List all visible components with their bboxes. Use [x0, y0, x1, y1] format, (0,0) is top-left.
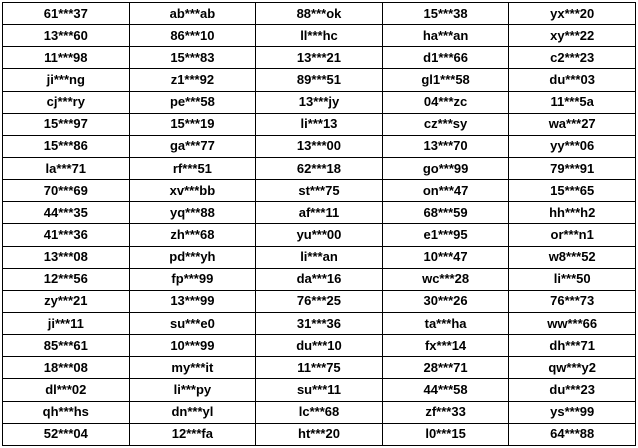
table-cell: 52***04 — [3, 423, 130, 445]
table-row — [3, 401, 636, 423]
table-row — [3, 180, 636, 202]
table-cell: 13***jy — [256, 91, 383, 113]
table-cell: z1***92 — [129, 69, 256, 91]
table-cell: af***11 — [256, 202, 383, 224]
table-cell: dh***71 — [509, 335, 636, 357]
table-cell: e1***95 — [382, 224, 509, 246]
table-cell: 10***47 — [382, 246, 509, 268]
table-cell: da***16 — [256, 268, 383, 290]
table-row — [3, 157, 636, 179]
table-cell: su***e0 — [129, 312, 256, 334]
table-row — [3, 246, 636, 268]
table-cell: du***10 — [256, 335, 383, 357]
table-cell: la***71 — [3, 157, 130, 179]
table-cell: st***75 — [256, 180, 383, 202]
table-cell: 15***86 — [3, 135, 130, 157]
table-cell: or***n1 — [509, 224, 636, 246]
table-cell: 85***61 — [3, 335, 130, 357]
table-cell: xv***bb — [129, 180, 256, 202]
table-cell: 13***21 — [256, 47, 383, 69]
table-cell: du***03 — [509, 69, 636, 91]
table-row — [3, 357, 636, 379]
table-cell: 61***37 — [3, 3, 130, 25]
table-cell: 04***zc — [382, 91, 509, 113]
table-cell: cz***sy — [382, 113, 509, 135]
table-cell: 13***60 — [3, 25, 130, 47]
table-cell: 30***26 — [382, 290, 509, 312]
table-cell: xy***22 — [509, 25, 636, 47]
table-row — [3, 91, 636, 113]
table-cell: 15***97 — [3, 113, 130, 135]
table-row — [3, 379, 636, 401]
table-cell: 64***88 — [509, 423, 636, 445]
table-cell: wc***28 — [382, 268, 509, 290]
table-cell: 89***51 — [256, 69, 383, 91]
table-cell: ga***77 — [129, 135, 256, 157]
table-cell: rf***51 — [129, 157, 256, 179]
table-row — [3, 268, 636, 290]
table-cell: gl1***58 — [382, 69, 509, 91]
table-cell: 88***ok — [256, 3, 383, 25]
table-row — [3, 25, 636, 47]
table-cell: ji***ng — [3, 69, 130, 91]
table-cell: 12***fa — [129, 423, 256, 445]
table-cell: 28***71 — [382, 357, 509, 379]
table-cell: yq***88 — [129, 202, 256, 224]
table-cell: 76***25 — [256, 290, 383, 312]
table-cell: su***11 — [256, 379, 383, 401]
table-cell: lc***68 — [256, 401, 383, 423]
id-table-container — [2, 2, 636, 446]
table-cell: 15***38 — [382, 3, 509, 25]
table-cell: qh***hs — [3, 401, 130, 423]
table-cell: ww***66 — [509, 312, 636, 334]
table-row — [3, 312, 636, 334]
table-cell: 11***75 — [256, 357, 383, 379]
table-cell: li***13 — [256, 113, 383, 135]
table-cell: yy***06 — [509, 135, 636, 157]
table-row — [3, 202, 636, 224]
table-cell: 13***00 — [256, 135, 383, 157]
table-cell: zy***21 — [3, 290, 130, 312]
table-cell: pe***58 — [129, 91, 256, 113]
table-cell: 12***56 — [3, 268, 130, 290]
table-cell: 41***36 — [3, 224, 130, 246]
table-cell: 13***70 — [382, 135, 509, 157]
table-cell: 15***65 — [509, 180, 636, 202]
table-cell: 31***36 — [256, 312, 383, 334]
table-row — [3, 423, 636, 445]
table-cell: du***23 — [509, 379, 636, 401]
id-table-body — [3, 3, 636, 446]
table-cell: c2***23 — [509, 47, 636, 69]
table-cell: 44***35 — [3, 202, 130, 224]
table-cell: ta***ha — [382, 312, 509, 334]
table-cell: ht***20 — [256, 423, 383, 445]
table-cell: 68***59 — [382, 202, 509, 224]
table-cell: 18***08 — [3, 357, 130, 379]
table-cell: dl***02 — [3, 379, 130, 401]
table-cell: 70***69 — [3, 180, 130, 202]
table-cell: on***47 — [382, 180, 509, 202]
table-cell: 15***83 — [129, 47, 256, 69]
table-cell: ji***11 — [3, 312, 130, 334]
table-cell: li***py — [129, 379, 256, 401]
table-cell: yu***00 — [256, 224, 383, 246]
table-cell: 13***08 — [3, 246, 130, 268]
table-cell: 62***18 — [256, 157, 383, 179]
table-row — [3, 3, 636, 25]
table-cell: 10***99 — [129, 335, 256, 357]
table-cell: go***99 — [382, 157, 509, 179]
table-cell: fp***99 — [129, 268, 256, 290]
table-cell: 76***73 — [509, 290, 636, 312]
table-cell: my***it — [129, 357, 256, 379]
table-row — [3, 113, 636, 135]
table-cell: ll***hc — [256, 25, 383, 47]
table-row — [3, 47, 636, 69]
table-cell: wa***27 — [509, 113, 636, 135]
table-cell: ab***ab — [129, 3, 256, 25]
table-row — [3, 290, 636, 312]
table-cell: dn***yl — [129, 401, 256, 423]
table-row — [3, 224, 636, 246]
table-cell: 15***19 — [129, 113, 256, 135]
table-cell: yx***20 — [509, 3, 636, 25]
table-cell: ys***99 — [509, 401, 636, 423]
table-cell: hh***h2 — [509, 202, 636, 224]
table-cell: 79***91 — [509, 157, 636, 179]
table-cell: 11***5a — [509, 91, 636, 113]
table-cell: 13***99 — [129, 290, 256, 312]
table-row — [3, 69, 636, 91]
id-table — [2, 2, 636, 446]
table-cell: 11***98 — [3, 47, 130, 69]
table-cell: cj***ry — [3, 91, 130, 113]
table-cell: l0***15 — [382, 423, 509, 445]
table-cell: zh***68 — [129, 224, 256, 246]
table-row — [3, 135, 636, 157]
table-cell: 86***10 — [129, 25, 256, 47]
table-cell: qw***y2 — [509, 357, 636, 379]
table-cell: li***an — [256, 246, 383, 268]
table-cell: 44***58 — [382, 379, 509, 401]
table-cell: w8***52 — [509, 246, 636, 268]
table-cell: ha***an — [382, 25, 509, 47]
table-row — [3, 335, 636, 357]
table-cell: pd***yh — [129, 246, 256, 268]
table-cell: d1***66 — [382, 47, 509, 69]
table-cell: li***50 — [509, 268, 636, 290]
table-cell: zf***33 — [382, 401, 509, 423]
table-cell: fx***14 — [382, 335, 509, 357]
